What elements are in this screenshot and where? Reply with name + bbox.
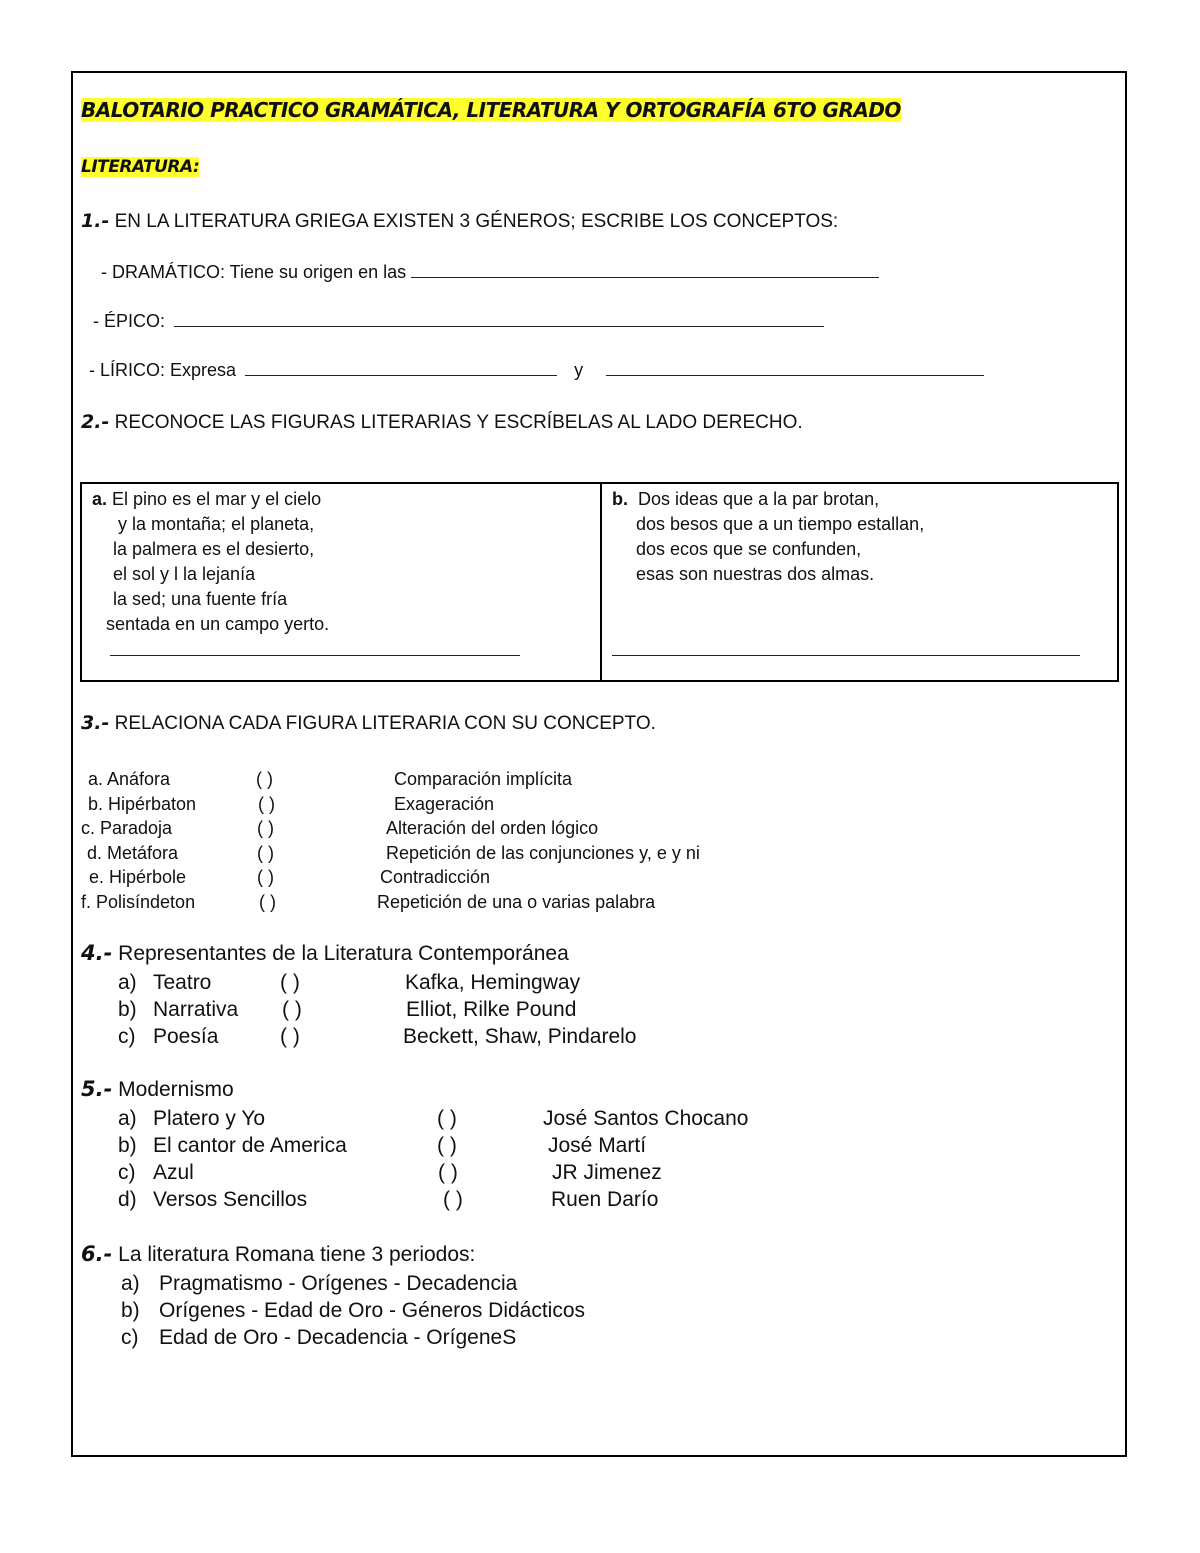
match-row: a) Teatro ( ) Kafka, Hemingway: [118, 971, 581, 994]
match-row: a. Anáfora ( ) Comparación implícita: [88, 769, 573, 789]
epico-blank[interactable]: [174, 325, 824, 327]
question-3: [81, 712, 656, 735]
poem-b-label: b.: [612, 489, 628, 509]
option-row: c) Edad de Oro - Decadencia - OrígeneS: [121, 1326, 517, 1349]
question-3-text: RELACIONA CADA FIGURA LITERARIA CON SU CONCEPTO.: [114, 713, 656, 734]
match-row: f. Polisíndeton ( ) Repetición de una o varias palabra: [81, 892, 656, 912]
question-6-text: La literatura Romana tiene 3 periodos:: [118, 1243, 476, 1266]
question-1: [81, 210, 838, 233]
match-row: a) Platero y Yo ( ) José Santos Chocano: [118, 1107, 749, 1130]
poem-a: a. El pino es el mar y el cielo y la montaña; el planeta, la palmera es el desierto, el sol y l la lejanía la sed; una fuente fría sentada en un campo yerto.: [92, 489, 330, 634]
lirico-line: - LÍRICO: Expresa y: [89, 360, 984, 381]
question-2: [81, 411, 803, 434]
question-6-number: 6.-: [81, 1242, 113, 1266]
question-5-number: 5.-: [81, 1077, 113, 1101]
question-1-text: EN LA LITERATURA GRIEGA EXISTEN 3 GÉNEROS; ESCRIBE LOS CONCEPTOS:: [114, 211, 839, 232]
poems-divider: [600, 484, 602, 680]
dramatico-blank[interactable]: [411, 276, 879, 278]
question-5: [81, 1077, 234, 1102]
option-row: b) Orígenes - Edad de Oro - Géneros Didácticos: [121, 1299, 586, 1322]
match-row: b) Narrativa ( ) Elliot, Rilke Pound: [118, 998, 577, 1021]
match-row: c) Poesía ( ) Beckett, Shaw, Pindarelo: [118, 1025, 637, 1048]
question-5-text: Modernismo: [118, 1078, 234, 1101]
dramatico-line: - DRAMÁTICO: Tiene su origen en las: [101, 262, 879, 283]
question-2-text: RECONOCE LAS FIGURAS LITERARIAS Y ESCRÍBELAS AL LADO DERECHO.: [114, 412, 803, 433]
lirico-blank-1[interactable]: [245, 374, 557, 376]
question-6: [81, 1242, 475, 1267]
match-row: e. Hipérbole ( ) Contradicción: [89, 867, 491, 887]
poems-table: [80, 482, 1119, 682]
option-row: a) Pragmatismo - Orígenes - Decadencia: [121, 1272, 518, 1295]
section-heading: LITERATURA:: [81, 157, 200, 177]
match-row: b. Hipérbaton ( ) Exageración: [88, 794, 495, 814]
question-2-number: 2.-: [81, 411, 110, 433]
poem-b: b. Dos ideas que a la par brotan, dos besos que a un tiempo estallan, dos ecos que se confunden, esas son nuestras dos almas.: [612, 489, 925, 584]
poem-a-answer-blank[interactable]: [110, 654, 520, 656]
question-4-text: Representantes de la Literatura Contemporánea: [118, 942, 569, 965]
question-1-number: 1.-: [81, 210, 110, 232]
match-row: d. Metáfora ( ) Repetición de las conjunciones y, e y ni: [87, 843, 700, 863]
match-row: c) Azul ( ) JR Jimenez: [118, 1161, 662, 1184]
epico-line: - ÉPICO:: [93, 311, 824, 332]
question-4: [81, 941, 569, 966]
question-3-number: 3.-: [81, 712, 110, 734]
page-title: BALOTARIO PRACTICO GRAMÁTICA, LITERATURA Y ORTOGRAFÍA 6TO GRADO: [81, 98, 901, 122]
lirico-blank-2[interactable]: [606, 374, 984, 376]
poem-a-label: a.: [92, 489, 108, 509]
question-4-number: 4.-: [81, 941, 113, 965]
match-row: d) Versos Sencillos ( ) Ruen Darío: [118, 1188, 659, 1211]
poem-b-answer-blank[interactable]: [612, 654, 1080, 656]
match-row: c. Paradoja ( ) Alteración del orden lógico: [81, 818, 599, 838]
match-row: b) El cantor de America ( ) José Martí: [118, 1134, 647, 1157]
